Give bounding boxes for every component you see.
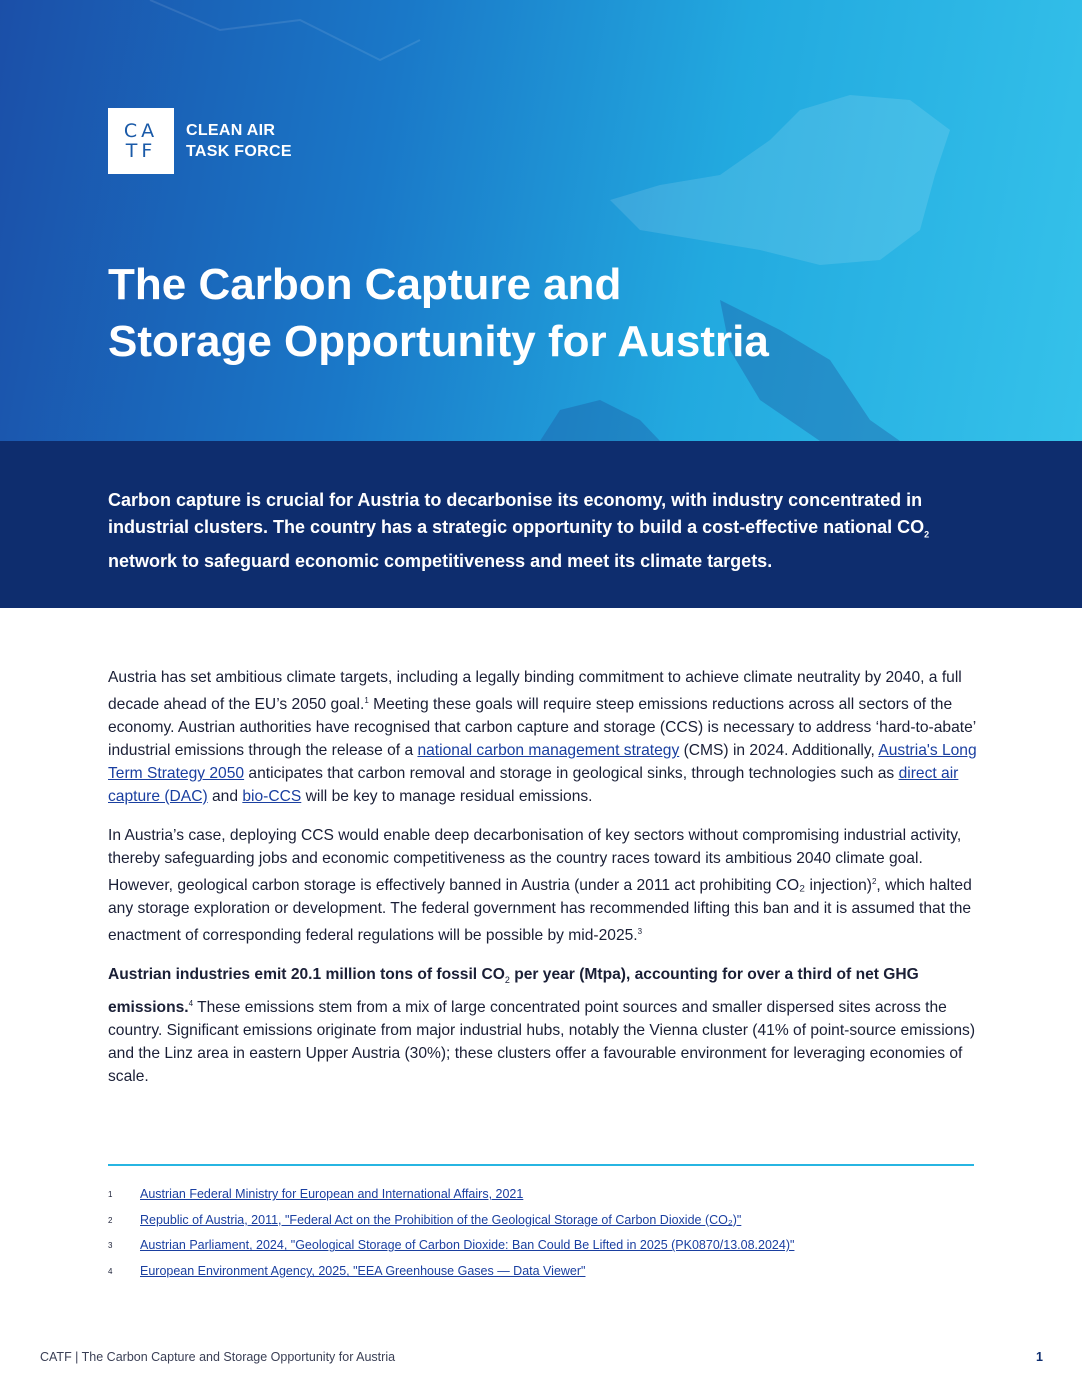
logo-name-line2: TASK FORCE [186, 143, 292, 160]
text-run: network to safeguard economic competitiveness and meet its climate targets. [108, 550, 773, 571]
footnote-ref[interactable]: 3 [637, 927, 643, 936]
footnote-ref[interactable]: 1 [364, 696, 369, 705]
footnote-item [108, 1233, 794, 1259]
text-run: , which halted any storage exploration or development. The federal government has recommended lifting this ban and it is assumed that the enactment of corresponding federal regulations will be possible by mid-2025. [108, 877, 972, 944]
text-run: and [207, 788, 243, 805]
footnote-divider [108, 1164, 974, 1166]
text-run: (CMS) in 2024. Additionally, [679, 742, 879, 759]
footnote-number: 1 [108, 1190, 113, 1199]
intro-summary [0, 441, 1082, 608]
catf-logo [108, 108, 292, 174]
text-run: Austria has set ambitious climate targets, including a legally binding commitment to achieve climate neutrality by 2040, a full decade ahead of the EU’s 2050 goal. [108, 669, 962, 713]
body-paragraph [108, 666, 978, 808]
text-run: anticipates that carbon removal and storage in geological sinks, through technologies such as [244, 765, 899, 782]
footnote-number: 3 [108, 1241, 113, 1251]
header-banner [0, 0, 1082, 441]
text-run: 2 [924, 529, 930, 540]
body-text [108, 666, 978, 1104]
text-run: These emissions stem from a mix of large concentrated point sources and smaller dispersed sites across the country. Significant emissions originate from major industrial hubs, notably the Vienna cluster (41% of point-source emissions) and the Linz area in eastern Upper Austria (30%); these clusters offer a favourable environment for leveraging economies of scale. [108, 999, 976, 1086]
logo-mark-line2: TF [125, 140, 157, 162]
logo-wordmark [186, 120, 292, 162]
footnote-item [108, 1208, 794, 1234]
text-run: Meeting these goals will require steep emissions reductions across all sectors of the economy. Austrian authorities have recognised that carbon capture and storage (CCS) is necessary to address ‘hard-to-abate’ industrial emissions through the release of a [108, 696, 976, 759]
logo-name-line1: CLEAN AIR [186, 122, 276, 139]
footnotes [108, 1182, 794, 1285]
text-run: Carbon capture is crucial for Austria to decarbonise its economy, with industry concentrated in industrial clusters. The country has a strategic opportunity to build a cost-effective national CO [108, 490, 925, 537]
footnote-ref[interactable]: 2 [871, 877, 877, 886]
inline-link[interactable]: bio-CCS [242, 788, 302, 805]
footnote-link[interactable]: Austrian Federal Ministry for European and International Affairs, 2021 [140, 1187, 524, 1201]
logo-mark [108, 108, 174, 174]
inline-link[interactable]: direct air capture (DAC) [108, 765, 959, 805]
intro-paragraph [108, 487, 974, 574]
footnote-item [108, 1259, 794, 1285]
body-paragraph [108, 963, 978, 1088]
body-paragraph [108, 824, 978, 947]
footnote-link[interactable]: European Environment Agency, 2025, "EEA Greenhouse Gases — Data Viewer" [140, 1264, 586, 1279]
inline-link[interactable]: Austria's Long Term Strategy 2050 [108, 742, 977, 782]
footnote-item [108, 1182, 794, 1208]
title-line2: Storage Opportunity for Austria [108, 317, 769, 366]
logo-mark-line1: CA [123, 120, 159, 142]
text-run: 2 [504, 975, 510, 986]
page-footer: CATF | The Carbon Capture and Storage Opportunity for Austria [40, 1350, 396, 1364]
page-number: 1 [1036, 1350, 1043, 1364]
footnote-number: 4 [108, 1267, 113, 1277]
text-run: In Austria’s case, deploying CCS would enable deep decarbonisation of key sectors without compromising industrial activity, thereby safeguarding jobs and economic competitiveness as the country races toward its ambitious 2040 climate goal. However, geological carbon storage is effectively banned in Austria (under a 2011 act prohibiting CO₂ injection) [108, 827, 962, 894]
text-run: Austrian industries emit 20.1 million tons of fossil CO [108, 966, 505, 983]
footnote-number: 2 [108, 1215, 113, 1225]
text-run: will be key to manage residual emissions. [301, 788, 593, 805]
europe-map-graphic [0, 0, 1082, 441]
page-title [108, 256, 769, 370]
title-line1: The Carbon Capture and [108, 260, 622, 309]
footnote-link[interactable]: Austrian Parliament, 2024, "Geological Storage of Carbon Dioxide: Ban Could Be Lifted in 2025 (PK0870/13.08.2024)" [140, 1238, 795, 1253]
footnote-link[interactable]: Republic of Austria, 2011, "Federal Act on the Prohibition of the Geological Storage of Carbon Dioxide (CO₂)" [140, 1212, 742, 1227]
text-run: per year (Mtpa), accounting for over a third of net GHG emissions. [108, 966, 919, 1017]
footnote-ref[interactable]: 4 [188, 999, 194, 1009]
inline-link[interactable]: national carbon management strategy [417, 742, 680, 759]
